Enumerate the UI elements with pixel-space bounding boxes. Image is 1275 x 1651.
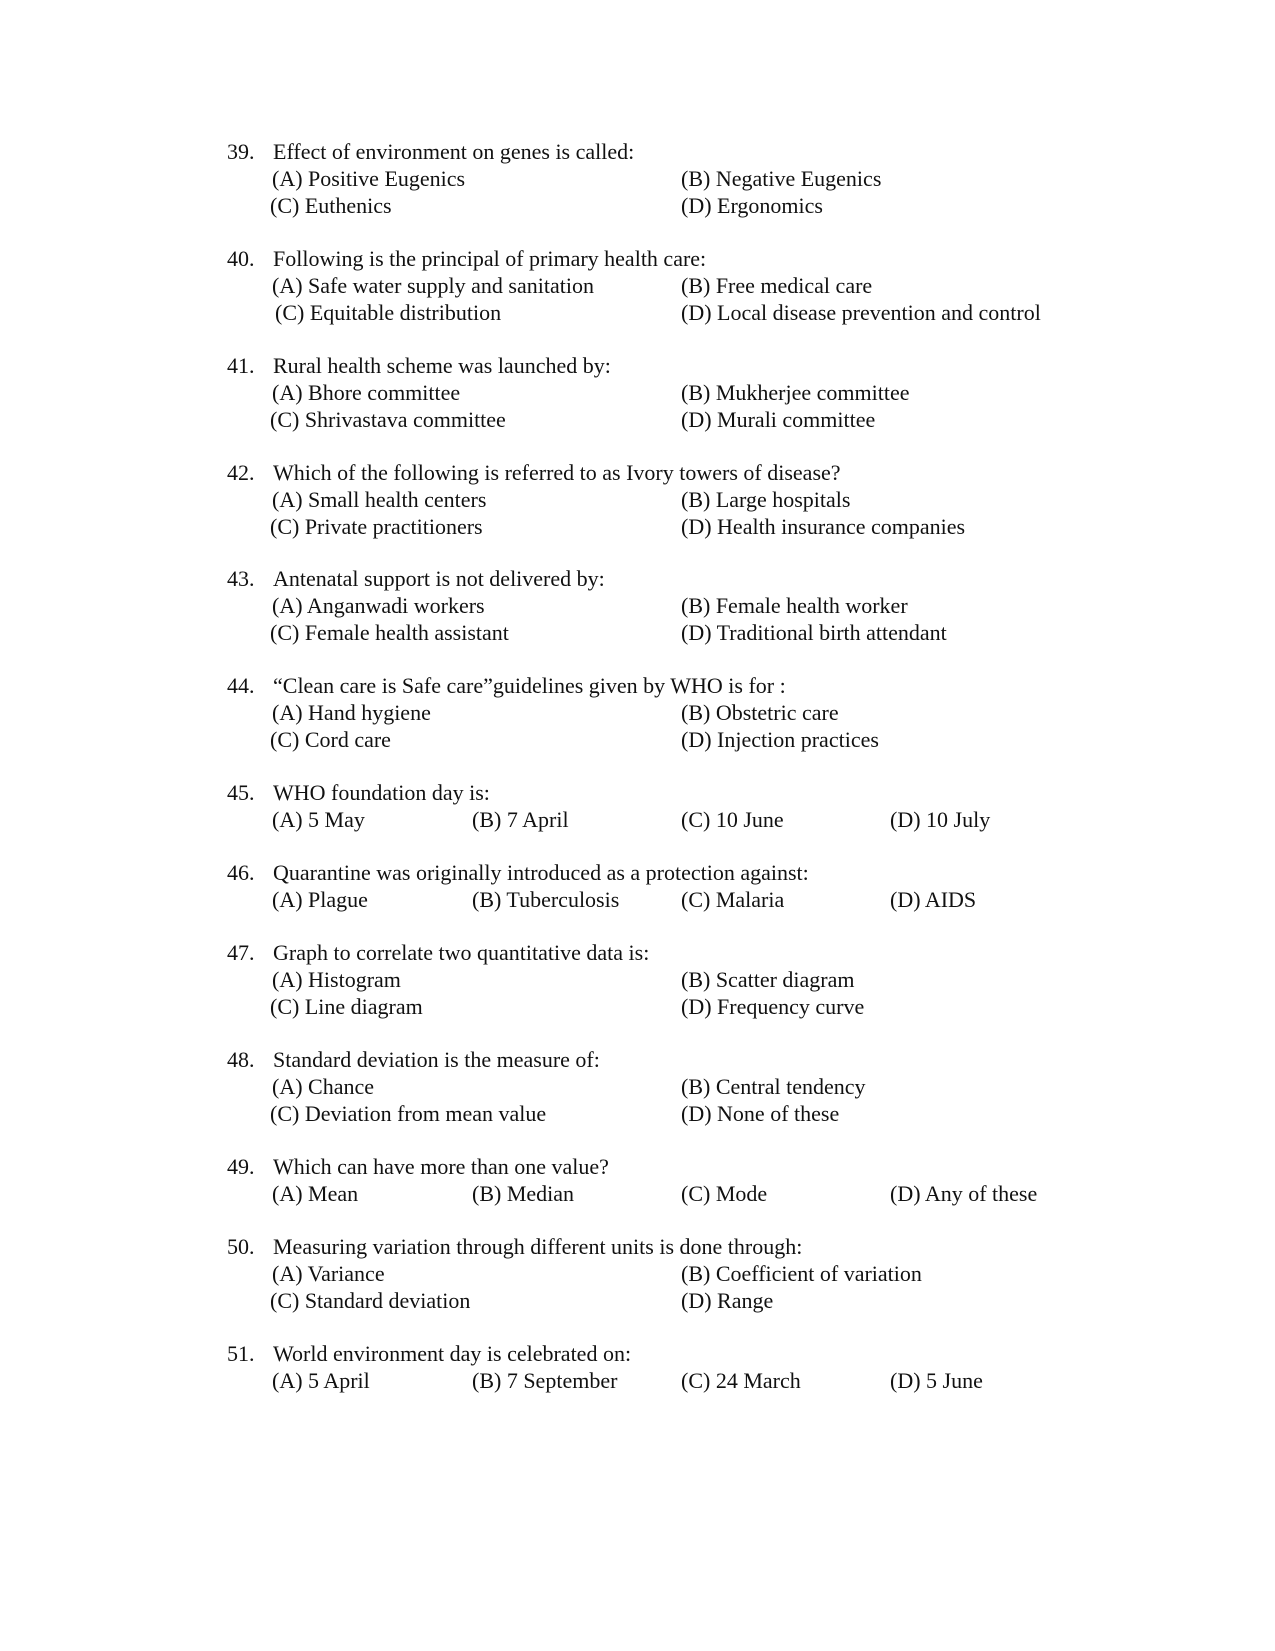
option-d: (D) Injection practices xyxy=(681,727,879,752)
option-c: (C) Standard deviation xyxy=(270,1288,471,1313)
question-number: 43. xyxy=(227,566,255,591)
question-number: 50. xyxy=(227,1234,255,1259)
option-d: (D) Health insurance companies xyxy=(681,514,966,539)
option-c: (C) Euthenics xyxy=(270,193,392,218)
question-text: Standard deviation is the measure of: xyxy=(273,1047,600,1072)
option-a: (A) Bhore committee xyxy=(272,380,461,405)
option-a: (A) Histogram xyxy=(272,967,401,992)
option-b: (B) Mukherjee committee xyxy=(681,380,910,405)
question-number: 39. xyxy=(227,139,255,164)
option-b: (B) Tuberculosis xyxy=(472,887,620,912)
option-d: (D) Ergonomics xyxy=(681,193,823,218)
option-d: (D) Any of these xyxy=(890,1181,1038,1206)
option-a: (A) Safe water supply and sanitation xyxy=(272,273,594,298)
option-d: (D) Local disease prevention and control xyxy=(681,300,1041,325)
option-c: (C) 10 June xyxy=(681,807,784,832)
option-d: (D) Traditional birth attendant xyxy=(681,620,947,645)
question-text: Graph to correlate two quantitative data is: xyxy=(273,940,650,965)
option-d: (D) Murali committee xyxy=(681,407,876,432)
option-a: (A) Plague xyxy=(272,887,368,912)
option-a: (A) Hand hygiene xyxy=(272,700,431,725)
option-c: (C) Malaria xyxy=(681,887,785,912)
option-b: (B) 7 September xyxy=(472,1368,618,1393)
option-c: (C) Female health assistant xyxy=(270,620,509,645)
option-c: (C) Equitable distribution xyxy=(275,300,502,325)
option-b: (B) Large hospitals xyxy=(681,487,851,512)
option-b: (B) Median xyxy=(472,1181,575,1206)
question-text: Antenatal support is not delivered by: xyxy=(273,566,605,591)
option-a: (A) Variance xyxy=(272,1261,385,1286)
option-a: (A) 5 April xyxy=(272,1368,370,1393)
option-d: (D) Frequency curve xyxy=(681,994,865,1019)
question-number: 46. xyxy=(227,860,255,885)
question-text: Following is the principal of primary health care: xyxy=(273,246,707,271)
option-b: (B) Scatter diagram xyxy=(681,967,855,992)
option-d: (D) Range xyxy=(681,1288,774,1313)
option-d: (D) AIDS xyxy=(890,887,977,912)
option-b: (B) 7 April xyxy=(472,807,569,832)
question-number: 51. xyxy=(227,1341,255,1366)
option-d: (D) 10 July xyxy=(890,807,991,832)
option-c: (C) Private practitioners xyxy=(270,514,483,539)
question-text: Measuring variation through different units is done through: xyxy=(273,1234,803,1259)
option-b: (B) Negative Eugenics xyxy=(681,166,882,191)
option-a: (A) Small health centers xyxy=(272,487,487,512)
option-a: (A) Anganwadi workers xyxy=(272,593,485,618)
option-a: (A) Positive Eugenics xyxy=(272,166,466,191)
question-number: 48. xyxy=(227,1047,255,1072)
question-number: 49. xyxy=(227,1154,255,1179)
question-text: World environment day is celebrated on: xyxy=(273,1341,632,1366)
question-text: Quarantine was originally introduced as a protection against: xyxy=(273,860,809,885)
question-number: 42. xyxy=(227,460,255,485)
option-b: (B) Female health worker xyxy=(681,593,908,618)
option-b: (B) Obstetric care xyxy=(681,700,839,725)
question-number: 45. xyxy=(227,780,255,805)
option-d: (D) None of these xyxy=(681,1101,840,1126)
question-text: “Clean care is Safe care”guidelines given by WHO is for : xyxy=(273,673,786,698)
option-c: (C) 24 March xyxy=(681,1368,801,1393)
question-number: 41. xyxy=(227,353,255,378)
option-c: (C) Cord care xyxy=(270,727,391,752)
question-text: Effect of environment on genes is called: xyxy=(273,139,635,164)
option-a: (A) Chance xyxy=(272,1074,375,1099)
option-b: (B) Free medical care xyxy=(681,273,873,298)
option-d: (D) 5 June xyxy=(890,1368,983,1393)
question-text: Which of the following is referred to as Ivory towers of disease? xyxy=(273,460,841,485)
option-a: (A) Mean xyxy=(272,1181,359,1206)
option-c: (C) Deviation from mean value xyxy=(270,1101,547,1126)
question-number: 44. xyxy=(227,673,255,698)
question-text: Which can have more than one value? xyxy=(273,1154,609,1179)
question-text: WHO foundation day is: xyxy=(273,780,490,805)
option-b: (B) Central tendency xyxy=(681,1074,866,1099)
question-number: 47. xyxy=(227,940,255,965)
option-b: (B) Coefficient of variation xyxy=(681,1261,922,1286)
option-a: (A) 5 May xyxy=(272,807,365,832)
option-c: (C) Mode xyxy=(681,1181,768,1206)
option-c: (C) Line diagram xyxy=(270,994,423,1019)
option-c: (C) Shrivastava committee xyxy=(270,407,506,432)
question-text: Rural health scheme was launched by: xyxy=(273,353,611,378)
question-number: 40. xyxy=(227,246,255,271)
